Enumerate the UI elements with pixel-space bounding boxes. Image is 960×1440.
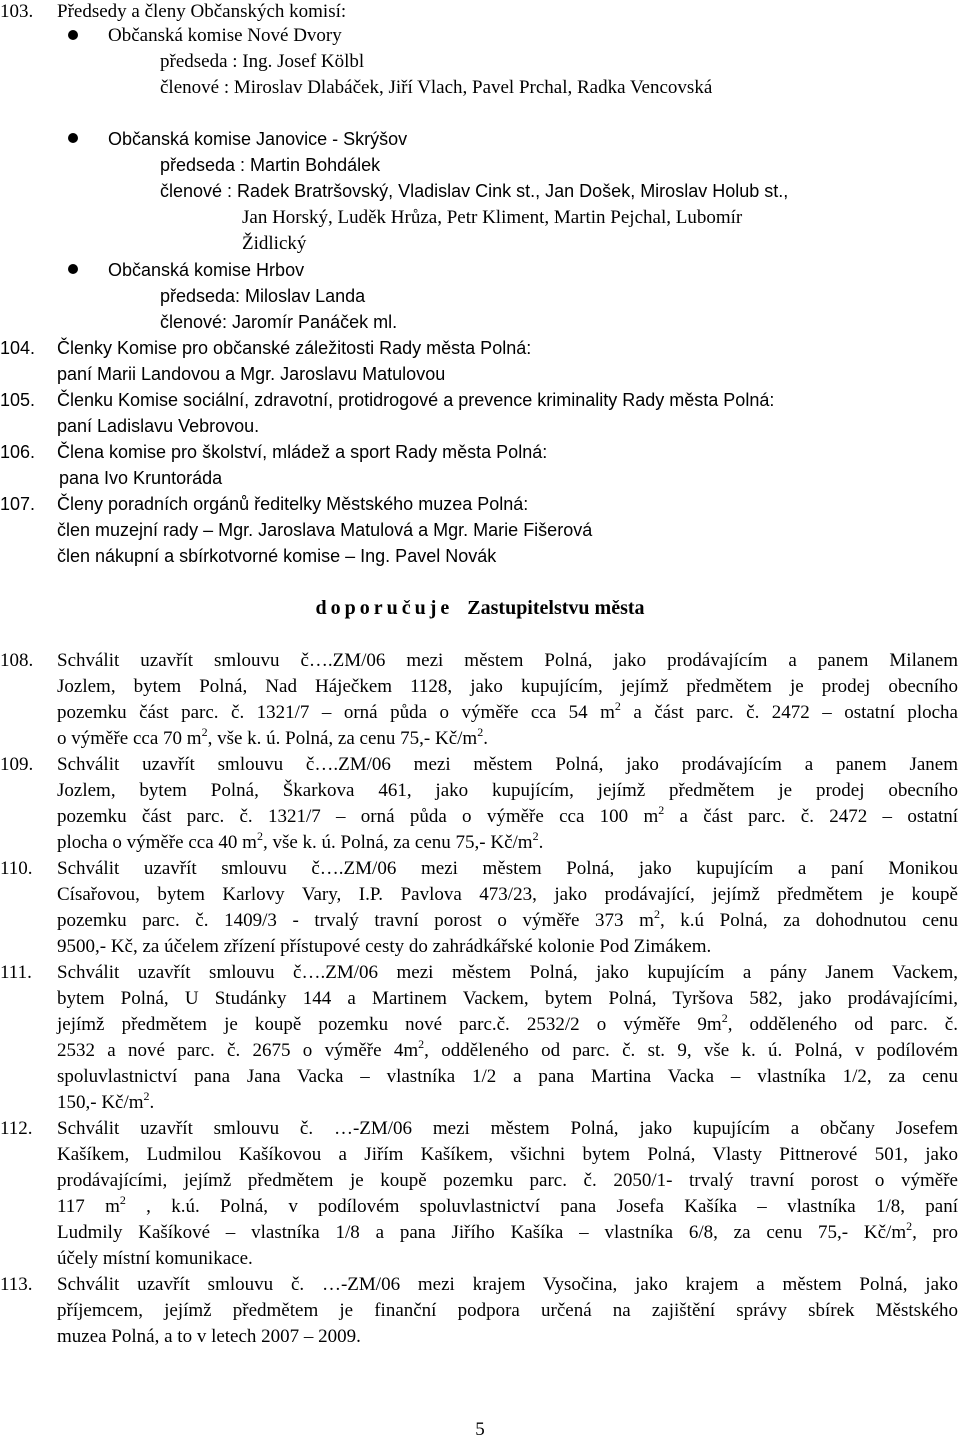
committee-members: členové : Miroslav Dlabáček, Jiří Vlach, Pavel Prchal, Radka Vencovská bbox=[160, 77, 713, 98]
item-text: účely místní komunikace. bbox=[57, 1248, 253, 1269]
item-text: pozemku parc. č. 1409/3 - trvalý travní porost o výměře 373 $m^2$, k.ú Polná, za dohodnutou cenu bbox=[57, 907, 959, 931]
item-text: Kašíkem, Ludmilou Kašíkovou a Jiřím Kašíkem, všichni bytem Polná, Vlasty Pittnerové 501, jako bbox=[57, 1144, 958, 1165]
section-title: Předsedy a členy Občanských komisí: bbox=[57, 1, 347, 22]
heading-verb: doporučuje bbox=[315, 597, 454, 619]
bullet-icon bbox=[68, 30, 78, 40]
item-number: 108. bbox=[0, 650, 34, 671]
item-text: paní Ladislavu Vebrovou. bbox=[57, 416, 260, 436]
item-text: 2532 a nové parc. č. 2675 o výměře $4m^2$, odděleného od parc. č. st. 9, vše k. ú. Polná, v podílovém bbox=[57, 1037, 958, 1061]
committee-name: Občanská komise Janovice - Skrýšov bbox=[108, 129, 408, 149]
item-text: Jozlem, bytem Polná, Nad Háječkem 1128, jako kupujícím, jejímž předmětem je prodej obecního bbox=[57, 676, 958, 697]
bullet-icon bbox=[68, 264, 78, 274]
item-text: o výměře cca 70 $m^2$, vše k. ú. Polná, za cenu 75,- $Kč/m^2$. bbox=[57, 725, 488, 749]
item-number: 105. bbox=[0, 390, 36, 410]
item-text: člen nákupní a sbírkotvorné komise – Ing. Pavel Novák bbox=[57, 546, 497, 566]
item-text: 150,- $Kč/m^2$. bbox=[57, 1089, 155, 1113]
committee-chair: předseda : Ing. Josef Kölbl bbox=[160, 51, 365, 72]
item-text: muzea Polná, a to v letech 2007 – 2009. bbox=[57, 1326, 361, 1347]
item-number: 103. bbox=[0, 1, 34, 22]
item-text: pana Ivo Kruntoráda bbox=[59, 468, 223, 488]
committee-members: Jan Horský, Luděk Hrůza, Petr Kliment, Martin Pejchal, Lubomír bbox=[242, 207, 743, 228]
item-text: plocha o výměře cca 40 $m^2$, vše k. ú. Polná, za cenu 75,- $Kč/m^2$. bbox=[57, 829, 544, 853]
item-text: příjemcem, jejímž předmětem je finanční podpora určená na zajištění správy sbírek Městského bbox=[57, 1300, 958, 1321]
item-text: Členku Komise sociální, zdravotní, protidrogové a prevence kriminality Rady města Polná: bbox=[57, 390, 775, 410]
item-text: 117 $m^2$ , k.ú. Polná, v podílovém spoluvlastnictví pana Josefa Kašíka – vlastníka 1/8, paní bbox=[57, 1193, 958, 1217]
item-number: 111. bbox=[0, 962, 32, 983]
item-number: 109. bbox=[0, 754, 34, 775]
committee-name: Občanská komise Hrbov bbox=[108, 260, 305, 280]
committee-members: členové : Radek Bratršovský, Vladislav Cink st., Jan Došek, Miroslav Holub st., bbox=[160, 181, 789, 201]
item-text: paní Marii Landovou a Mgr. Jaroslavu Matulovou bbox=[57, 364, 446, 384]
committee-chair: předseda : Martin Bohdálek bbox=[160, 155, 381, 175]
item-text: bytem Polná, U Studánky 144 a Martinem Vackem, bytem Polná, Tyršova 582, jako prodávajícími, bbox=[57, 988, 958, 1009]
item-number: 112. bbox=[0, 1118, 33, 1139]
item-text: prodávajícími, jejímž předmětem je koupě pozemku parc. č. 2050/1- trvalý travní porost o výměře bbox=[57, 1170, 958, 1191]
item-number: 110. bbox=[0, 858, 33, 879]
section-heading bbox=[0, 598, 960, 618]
page-number: 5 bbox=[475, 1419, 485, 1440]
item-text: 9500,- Kč, za účelem zřízení přístupové cesty do zahrádkářské kolonie Pod Zimákem. bbox=[57, 936, 712, 957]
item-text: pozemku část parc. č. 1321/7 – orná půda o výměře cca 100 $m^2$ a část parc. č. 2472 – ostatní bbox=[57, 803, 958, 827]
item-text: Schválit uzavřít smlouvu č….ZM/06 mezi městem Polná, jako prodávajícím a panem Milanem bbox=[57, 650, 958, 671]
committee-chair: předseda: Miloslav Landa bbox=[160, 286, 366, 306]
item-number: 104. bbox=[0, 338, 36, 358]
bullet-icon bbox=[68, 133, 78, 143]
item-text: Schválit uzavřít smlouvu č. …-ZM/06 mezi městem Polná, jako kupujícím a občany Josefem bbox=[57, 1118, 958, 1139]
item-number: 106. bbox=[0, 442, 36, 462]
item-text: pozemku část parc. č. 1321/7 – orná půda o výměře cca 54 $m^2$ a část parc. č. 2472 – ostatní plocha bbox=[57, 699, 958, 723]
committee-members: členové: Jaromír Panáček ml. bbox=[160, 312, 398, 332]
committee-name: Občanská komise Nové Dvory bbox=[108, 25, 342, 46]
item-text: Jozlem, bytem Polná, Škarkova 461, jako kupujícím, jejímž předmětem je prodej obecního bbox=[57, 780, 958, 801]
heading-subject: Zastupitelstvu města bbox=[467, 597, 645, 619]
item-text: Schválit uzavřít smlouvu č….ZM/06 mezi městem Polná, jako kupujícím a paní Monikou bbox=[57, 858, 958, 879]
item-text: Císařovou, bytem Karlovy Vary, I.P. Pavlova 473/23, jako prodávající, jejímž předmětem je koupě bbox=[57, 884, 958, 905]
item-text: Člena komise pro školství, mládež a sport Rady města Polná: bbox=[57, 442, 548, 462]
item-number: 107. bbox=[0, 494, 36, 514]
item-text: člen muzejní rady – Mgr. Jaroslava Matulová a Mgr. Marie Fišerová bbox=[57, 520, 593, 540]
item-text: spoluvlastnictví pana Jana Vacka – vlastníka 1/2 a pana Martina Vacka – vlastníka 1/2, za cenu bbox=[57, 1066, 958, 1087]
item-number: 113. bbox=[0, 1274, 33, 1295]
item-text: Členky Komise pro občanské záležitosti Rady města Polná: bbox=[57, 338, 532, 358]
item-text: Členy poradních orgánů ředitelky Městského muzea Polná: bbox=[57, 494, 529, 514]
item-text: Ludmily Kašíkové – vlastníka 1/8 a pana Jiřího Kašíka – vlastníka 6/8, za cenu 75,- $Kč/m^2$, pro bbox=[57, 1219, 958, 1243]
item-text: Schválit uzavřít smlouvu č….ZM/06 mezi městem Polná, jako kupujícím a pány Janem Vackem, bbox=[57, 962, 958, 983]
item-text: Schválit uzavřít smlouvu č….ZM/06 mezi městem Polná, jako prodávajícím a panem Janem bbox=[57, 754, 958, 775]
item-text: Schválit uzavřít smlouvu č. …-ZM/06 mezi krajem Vysočina, jako krajem a městem Polná, jako bbox=[57, 1274, 958, 1295]
item-text: jejímž předmětem je koupě pozemku nové parc.č. 2532/2 o výměře $9m^2$, odděleného od parc. č. bbox=[57, 1011, 958, 1035]
committee-members: Židlický bbox=[242, 233, 307, 254]
